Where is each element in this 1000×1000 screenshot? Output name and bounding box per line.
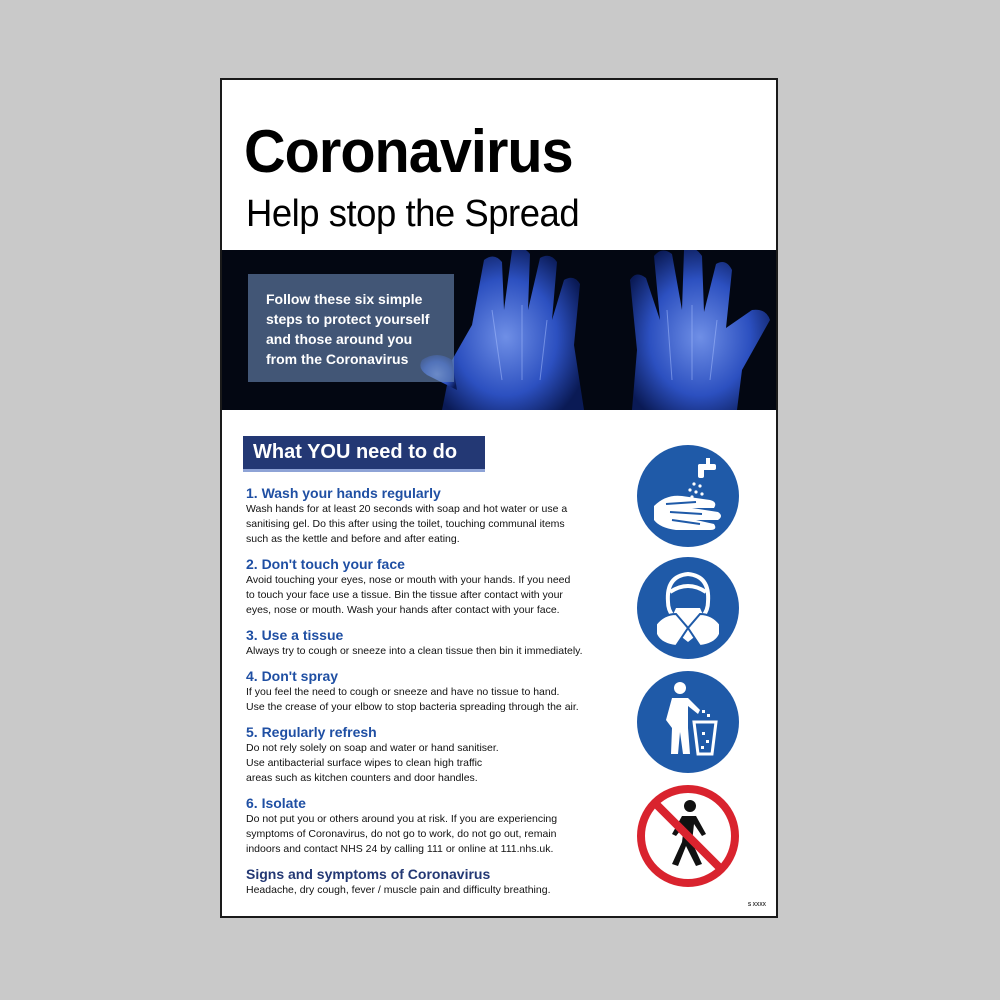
step-title: 2. Don't touch your face [246,556,405,572]
step-text: Do not put you or others around you at risk. If you are experiencing [246,813,558,825]
signs-title: Signs and symptoms of Coronavirus [246,866,491,882]
hands-banner [222,250,776,410]
step-1 [246,484,626,547]
step-title: 6. Isolate [246,795,306,811]
banner-line: Follow these six simple [266,291,423,307]
step-text: Wash hands for at least 20 seconds with soap and hot water or use a [246,503,568,515]
step-text: Always try to cough or sneeze into a clean tissue then bin it immediately. [246,645,583,657]
step-3 [246,626,626,659]
step-6 [246,794,626,857]
signs-text: Headache, dry cough, fever / muscle pain and difficulty breathing. [246,884,551,896]
steps-list [246,484,626,906]
step-5 [246,723,626,786]
step-text: Do not rely solely on soap and water or hand sanitiser. [246,742,499,754]
poster-subtitle: Help stop the Spread [246,193,580,235]
signs-and-symptoms [246,865,626,898]
step-title: 5. Regularly refresh [246,724,377,740]
step-text: symptoms of Coronavirus, do not go to work, do not go out, remain [246,828,557,840]
step-text: Avoid touching your eyes, nose or mouth with your hands. If you need [246,574,571,586]
step-title: 3. Use a tissue [246,627,344,643]
product-code: S XXXX [747,902,766,908]
step-text: indoors and contact NHS 24 by calling 111 or online at 111.nhs.uk. [246,843,554,855]
step-text: If you feel the need to cough or sneeze and have no tissue to hand. [246,686,560,698]
banner-line: steps to protect yourself [266,311,430,327]
step-text: to touch your face use a tissue. Bin the tissue after contact with your [246,589,563,601]
step-title: 4. Don't spray [246,668,339,684]
poster-title: Coronavirus [244,118,573,185]
banner-message-box [248,274,454,382]
bin-disposal-icon [636,670,740,774]
no-pedestrian-prohibition-icon [636,784,740,888]
face-covering-tissue-icon [636,556,740,660]
section-heading: What YOU need to do [243,436,485,472]
banner-line: and those around you [266,331,413,347]
step-text: eyes, nose or mouth. Wash your hands after contact with your face. [246,604,560,616]
step-text: Use the crease of your elbow to stop bacteria spreading through the air. [246,701,579,713]
banner-line: from the Coronavirus [266,351,409,367]
step-text: sanitising gel. Do this after using the toilet, touching communal items [246,518,565,530]
poster [220,78,778,918]
step-2 [246,555,626,618]
step-4 [246,667,626,715]
step-text: areas such as kitchen counters and door handles. [246,772,478,784]
step-title: 1. Wash your hands regularly [246,485,441,501]
hand-washing-icon [636,444,740,548]
step-text: Use antibacterial surface wipes to clean high traffic [246,757,483,769]
step-text: such as the kettle and before and after eating. [246,533,460,545]
